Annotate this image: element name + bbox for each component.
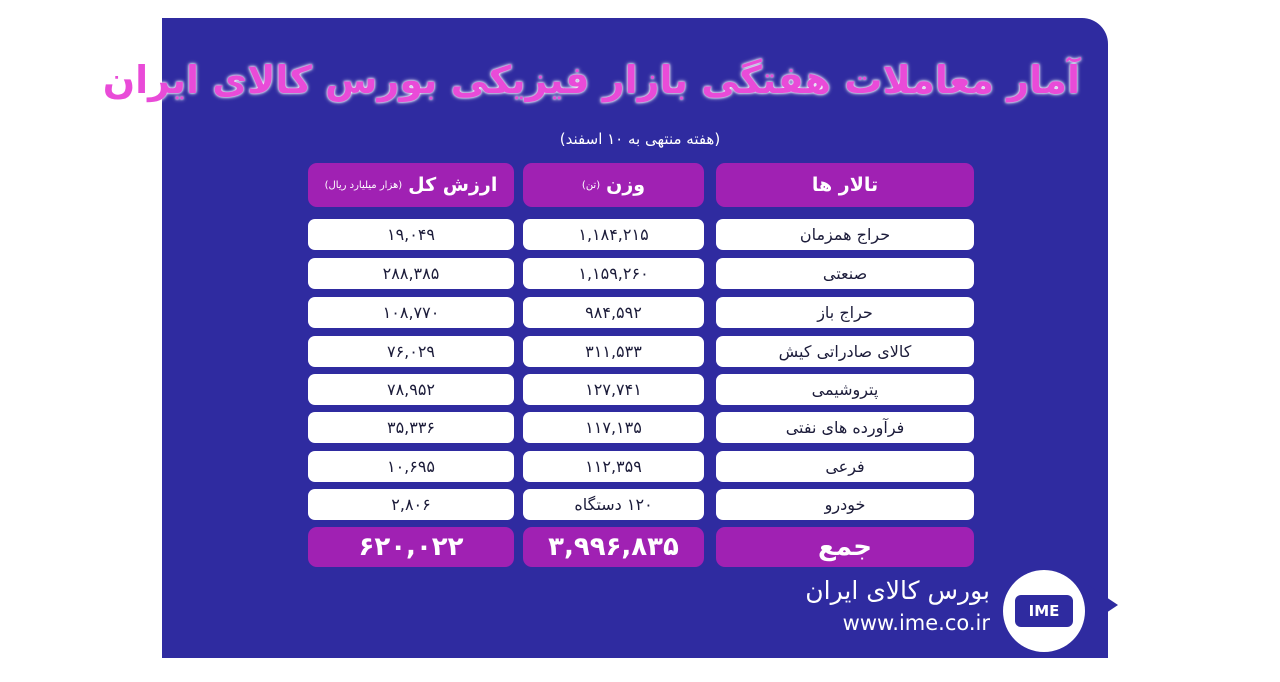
ime-logo bbox=[1003, 570, 1085, 652]
total-label: جمع bbox=[716, 527, 974, 567]
header-weight-label: وزن bbox=[606, 174, 646, 196]
footer-brand: بورس کالای ایران bbox=[805, 576, 990, 605]
row-hall: حراج همزمان bbox=[716, 219, 974, 250]
row-weight: ۱۱۲,۳۵۹ bbox=[523, 451, 704, 482]
row-hall: کالای صادراتی کیش bbox=[716, 336, 974, 367]
row-weight: ۱۲۰ دستگاه bbox=[523, 489, 704, 520]
row-weight: ۳۱۱,۵۳۳ bbox=[523, 336, 704, 367]
ime-logo-text: IME bbox=[1015, 595, 1073, 627]
row-hall: پتروشیمی bbox=[716, 374, 974, 405]
row-hall: فرعی bbox=[716, 451, 974, 482]
total-value: ۶۲۰,۰۲۲ bbox=[308, 527, 514, 567]
row-value: ۷۸,۹۵۲ bbox=[308, 374, 514, 405]
row-hall: خودرو bbox=[716, 489, 974, 520]
row-weight: ۹۸۴,۵۹۲ bbox=[523, 297, 704, 328]
row-value: ۲,۸۰۶ bbox=[308, 489, 514, 520]
row-hall: فرآورده های نفتی bbox=[716, 412, 974, 443]
row-hall: صنعتی bbox=[716, 258, 974, 289]
header-halls: تالار ها bbox=[716, 163, 974, 207]
row-value: ۱۹,۰۴۹ bbox=[308, 219, 514, 250]
row-weight: ۱۲۷,۷۴۱ bbox=[523, 374, 704, 405]
row-weight: ۱,۱۸۴,۲۱۵ bbox=[523, 219, 704, 250]
header-value bbox=[308, 163, 514, 207]
row-value: ۲۸۸,۳۸۵ bbox=[308, 258, 514, 289]
header-weight-unit: (تن) bbox=[581, 179, 601, 191]
row-value: ۷۶,۰۲۹ bbox=[308, 336, 514, 367]
row-value: ۳۵,۳۳۶ bbox=[308, 412, 514, 443]
row-weight: ۱۱۷,۱۳۵ bbox=[523, 412, 704, 443]
row-value: ۱۰,۶۹۵ bbox=[308, 451, 514, 482]
footer-website: www.ime.co.ir bbox=[842, 611, 990, 635]
header-weight bbox=[523, 163, 704, 207]
row-hall: حراج باز bbox=[716, 297, 974, 328]
page-title: آمار معاملات هفتگی بازار فیزیکی بورس کالای ایران bbox=[102, 58, 1080, 102]
row-value: ۱۰۸,۷۷۰ bbox=[308, 297, 514, 328]
header-value-label: ارزش کل bbox=[408, 174, 498, 196]
total-weight: ۳,۹۹۶,۸۳۵ bbox=[523, 527, 704, 567]
row-weight: ۱,۱۵۹,۲۶۰ bbox=[523, 258, 704, 289]
page-subtitle: (هفته منتهی به ۱۰ اسفند) bbox=[559, 130, 721, 148]
header-value-unit: (هزار میلیارد ریال) bbox=[324, 179, 403, 191]
